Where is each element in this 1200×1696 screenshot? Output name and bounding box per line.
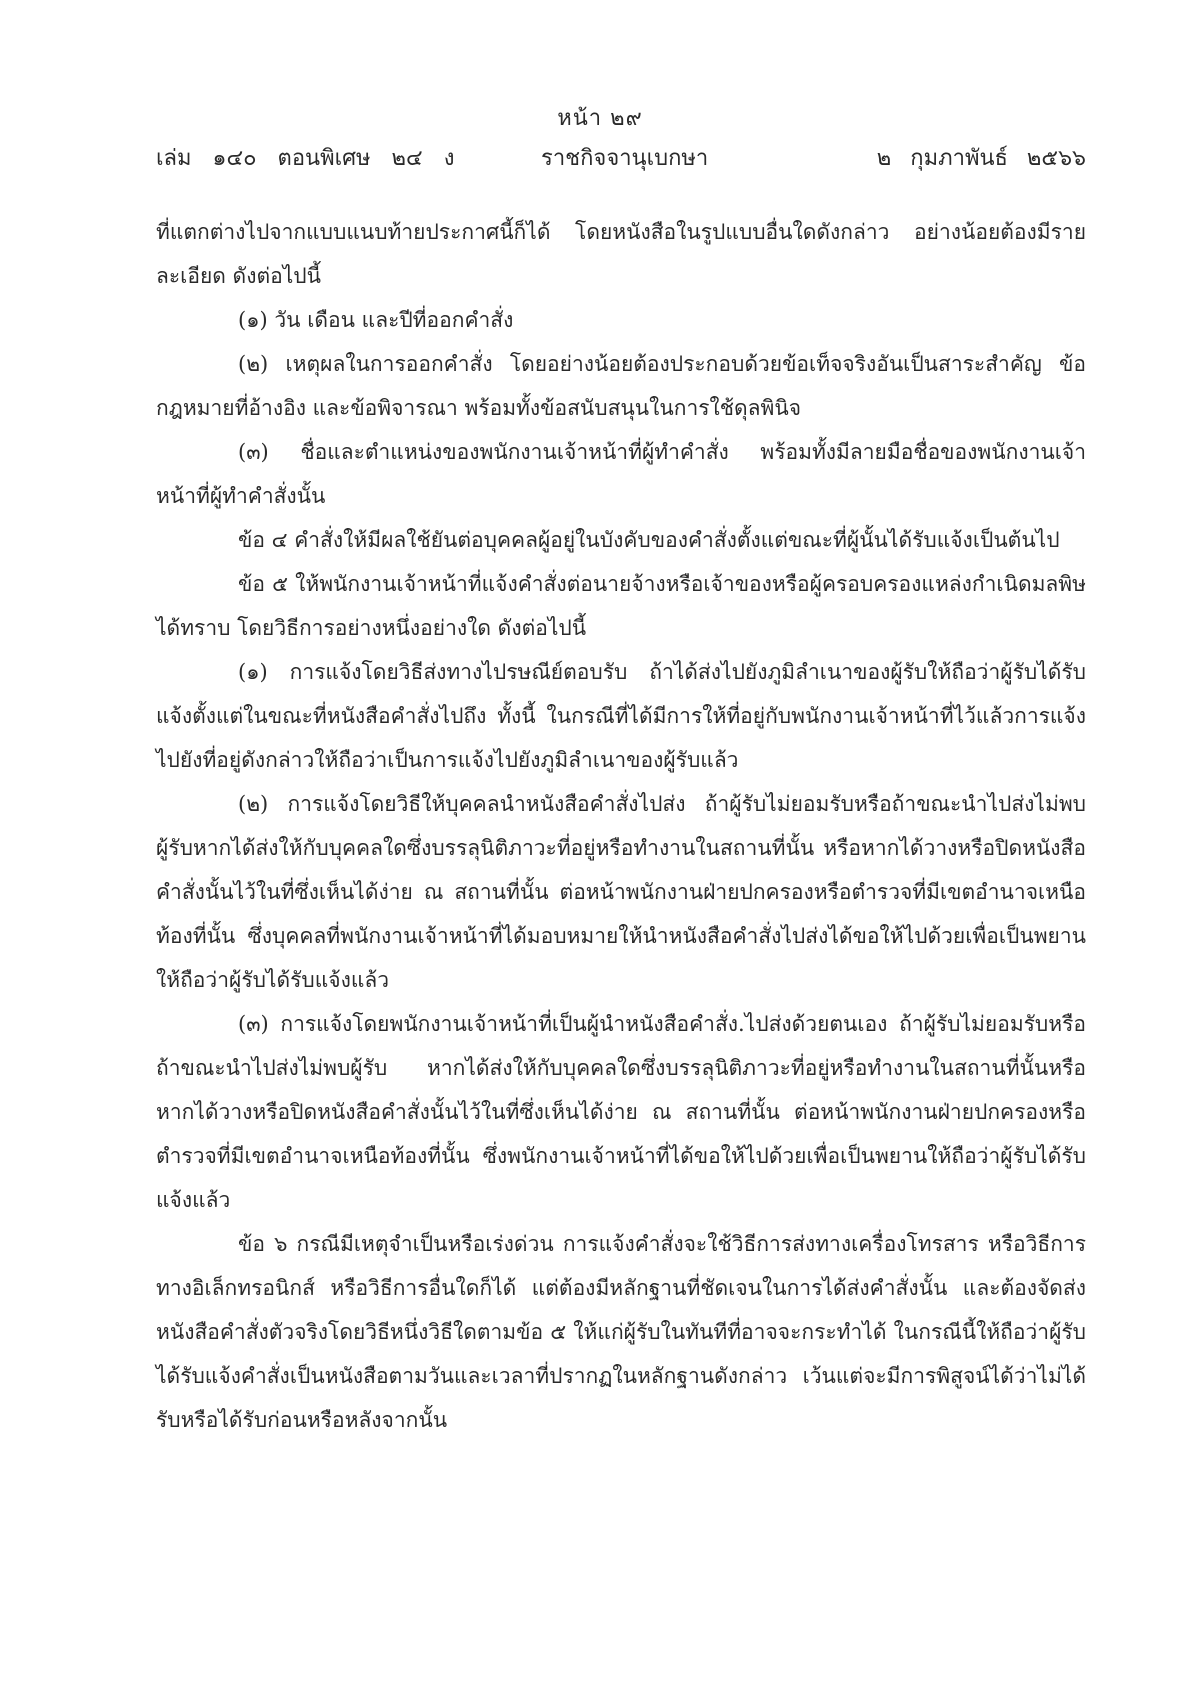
page-number: หน้า ๒๙ xyxy=(557,106,643,131)
paragraph-item: (๒) การแจ้งโดยวิธีให้บุคคลนำหนังสือคำสั่งไปส่ง ถ้าผู้รับไม่ยอมรับหรือถ้าขณะนำไปส่งไม่พบผู้รับหากได้ส่งให้กับบุคคลใดซึ่งบรรลุนิติภาวะที่อยู่หรือทำงานในสถานที่นั้น หรือหากได้วางหรือปิดหนังสือคำสั่งนั้นไว้ในที่ซึ่งเห็นได้ง่าย ณ สถานที่นั้น ต่อหน้าพนักงานฝ่ายปกครองหรือตำรวจที่มีเขตอำนาจเหนือท้องที่นั้น ซึ่งบุคคลที่พนักงานเจ้าหน้าที่ได้มอบหมายให้นำหนังสือคำสั่งไปส่งได้ขอให้ไปด้วยเพื่อเป็นพยาน ให้ถือว่าผู้รับได้รับแจ้งแล้ว xyxy=(156,792,1086,992)
paragraph-item: (๓) การแจ้งโดยพนักงานเจ้าหน้าที่เป็นผู้นำหนังสือคำสั่ง.ไปส่งด้วยตนเอง ถ้าผู้รับไม่ยอมรับหรือถ้าขณะนำไปส่งไม่พบผู้รับ หากได้ส่งให้กับบุคคลใดซึ่งบรรลุนิติภาวะที่อยู่หรือทำงานในสถานที่นั้นหรือหากได้วางหรือปิดหนังสือคำสั่งนั้นไว้ในที่ซึ่งเห็นได้ง่าย ณ สถานที่นั้น ต่อหน้าพนักงานฝ่ายปกครองหรือตำรวจที่มีเขตอำนาจเหนือท้องที่นั้น ซึ่งพนักงานเจ้าหน้าที่ได้ขอให้ไปด้วยเพื่อเป็นพยานให้ถือว่าผู้รับได้รับแจ้งแล้ว xyxy=(156,1012,1086,1212)
paragraph-clause: ข้อ ๕ ให้พนักงานเจ้าหน้าที่แจ้งคำสั่งต่อนายจ้างหรือเจ้าของหรือผู้ครอบครองแหล่งกำเนิดมลพิษได้ทราบ โดยวิธีการอย่างหนึ่งอย่างใด ดังต่อไปนี้ xyxy=(156,572,1086,640)
paragraph-item: (๒) เหตุผลในการออกคำสั่ง โดยอย่างน้อยต้องประกอบด้วยข้อเท็จจริงอันเป็นสาระสำคัญ ข้อกฎหมายที่อ้างอิง และข้อพิจารณา พร้อมทั้งข้อสนับสนุนในการใช้ดุลพินิจ xyxy=(156,352,1086,420)
volume-info: เล่ม ๑๔๐ ตอนพิเศษ ๒๔ ง xyxy=(156,146,455,171)
publication-name: ราชกิจจานุเบกษา xyxy=(541,146,709,171)
paragraph-clause: ข้อ ๔ คำสั่งให้มีผลใช้ยันต่อบุคคลผู้อยู่ในบังคับของคำสั่งตั้งแต่ขณะที่ผู้นั้นได้รับแจ้งเป็นต้นไป xyxy=(238,528,1060,552)
document-body xyxy=(156,210,1086,1442)
paragraph-item: (๑) วัน เดือน และปีที่ออกคำสั่ง xyxy=(238,308,514,332)
paragraph-item: (๓) ชื่อและตำแหน่งของพนักงานเจ้าหน้าที่ผู้ทำคำสั่ง พร้อมทั้งมีลายมือชื่อของพนักงานเจ้าหน้าที่ผู้ทำคำสั่งนั้น xyxy=(156,440,1086,508)
publication-date: ๒ กุมภาพันธ์ ๒๕๖๖ xyxy=(876,146,1086,171)
paragraph-continuation: ที่แตกต่างไปจากแบบแนบท้ายประกาศนี้ก็ได้ โดยหนังสือในรูปแบบอื่นใดดังกล่าว อย่างน้อยต้องมีรายละเอียด ดังต่อไปนี้ xyxy=(156,220,1086,288)
paragraph-item: (๑) การแจ้งโดยวิธีส่งทางไปรษณีย์ตอบรับ ถ้าได้ส่งไปยังภูมิลำเนาของผู้รับให้ถือว่าผู้รับได้รับแจ้งตั้งแต่ในขณะที่หนังสือคำสั่งไปถึง ทั้งนี้ ในกรณีที่ได้มีการให้ที่อยู่กับพนักงานเจ้าหน้าที่ไว้แล้วการแจ้งไปยังที่อยู่ดังกล่าวให้ถือว่าเป็นการแจ้งไปยังภูมิลำเนาของผู้รับแล้ว xyxy=(156,660,1086,772)
gazette-header xyxy=(156,140,1086,174)
paragraph-clause: ข้อ ๖ กรณีมีเหตุจำเป็นหรือเร่งด่วน การแจ้งคำสั่งจะใช้วิธีการส่งทางเครื่องโทรสาร หรือวิธีการทางอิเล็กทรอนิกส์ หรือวิธีการอื่นใดก็ได้ แต่ต้องมีหลักฐานที่ชัดเจนในการได้ส่งคำสั่งนั้น และต้องจัดส่งหนังสือคำสั่งตัวจริงโดยวิธีหนึ่งวิธีใดตามข้อ ๕ ให้แก่ผู้รับในทันทีที่อาจจะกระทำได้ ในกรณีนี้ให้ถือว่าผู้รับได้รับแจ้งคำสั่งเป็นหนังสือตามวันและเวลาที่ปรากฏในหลักฐานดังกล่าว เว้นแต่จะมีการพิสูจน์ได้ว่าไม่ได้รับหรือได้รับก่อนหรือหลังจากนั้น xyxy=(156,1232,1086,1432)
